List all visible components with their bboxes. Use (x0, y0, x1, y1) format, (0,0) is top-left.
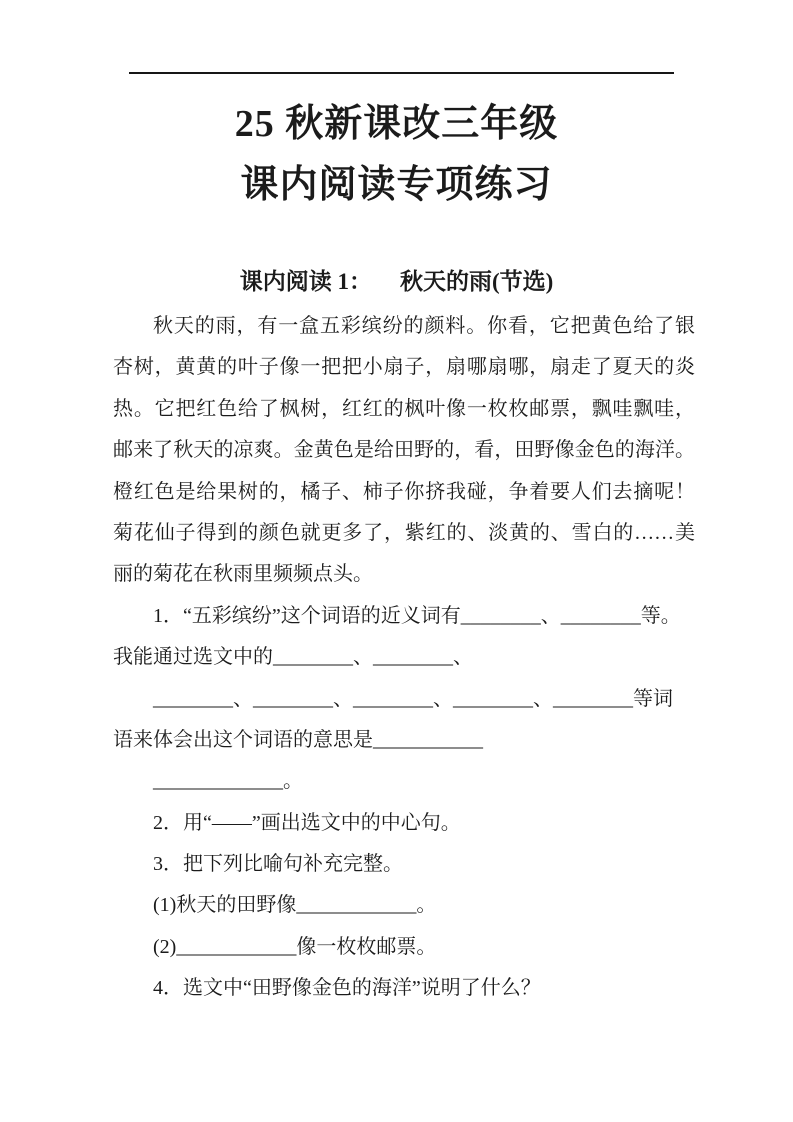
question-line: 我能通过选文中的________、________、 (113, 646, 473, 669)
document-title-line2: 课内阅读专项练习 (240, 164, 553, 206)
passage-line: 邮来了秋天的凉爽。金黄色是给田野的，看，田野像金色的海洋。 (113, 439, 695, 462)
section-label: 课内阅读 1： (239, 269, 372, 294)
passage-line: 丽的菊花在秋雨里频频点头。 (113, 563, 373, 586)
passage-line: 秋天的雨，有一盒五彩缤纷的颜料。你看，它把黄色给了银 (153, 315, 695, 337)
passage-line: 橙红色是给果树的，橘子、柿子你挤我碰，争着要人们去摘呢！ (113, 480, 695, 503)
section-title: 秋天的雨(节选) (399, 269, 554, 294)
passage-line: 杏树，黄黄的叶子像一把把小扇子，扇哪扇哪，扇走了夏天的炎 (113, 356, 695, 379)
document-title-line1: 25 秋新课改三年级 (234, 103, 559, 145)
question-line: 4．选文中“田野像金色的海洋”说明了什么？ (153, 977, 541, 1000)
question-line: 语来体会出这个词语的意思是___________ (113, 728, 483, 751)
worksheet-body (113, 306, 695, 1010)
section-heading (0, 266, 793, 298)
question-line: 1．“五彩缤纷”这个词语的近义词有________、________等。 (153, 604, 681, 627)
header-rule (129, 72, 674, 74)
document-title (0, 94, 793, 216)
question-line: (2)____________像一枚枚邮票。 (153, 935, 437, 958)
question-line: (1)秋天的田野像____________。 (153, 894, 437, 917)
question-line: 2．用“——”画出选文中的中心句。 (153, 811, 461, 834)
question-line: _____________。 (153, 770, 303, 793)
passage-line: 菊花仙子得到的颜色就更多了，紫红的、淡黄的、雪白的……美 (113, 521, 695, 544)
question-line: 3．把下列比喻句补充完整。 (153, 853, 403, 876)
passage-line: 热。它把红色给了枫树，红红的枫叶像一枚枚邮票，飘哇飘哇， (113, 397, 695, 420)
question-line: ________、________、________、________、________等词 (153, 687, 673, 710)
